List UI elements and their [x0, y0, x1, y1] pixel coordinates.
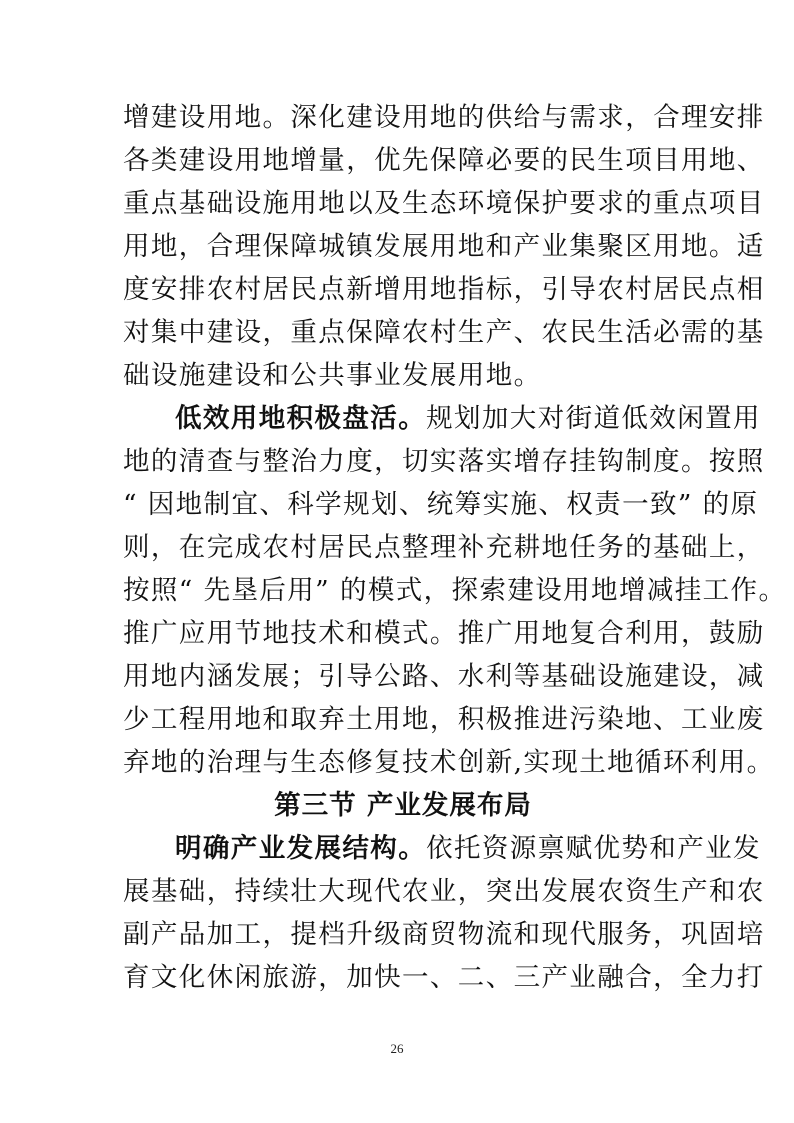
paragraph-lead: 明确产业发展结构。 — [175, 833, 427, 864]
paragraph-text: 依托资源禀赋优势和产业发 — [426, 833, 761, 864]
paragraph-line: 少工程用地和取弃土用地，积极推进污染地、工业废 — [123, 704, 765, 735]
page-number: 26 — [390, 1041, 404, 1056]
paragraph-line: 用地，合理保障城镇发展用地和产业集聚区用地。适 — [123, 231, 765, 262]
paragraph-lead: 低效用地积极盘活。 — [175, 403, 427, 434]
paragraph-line: 重点基础设施用地以及生态环境保护要求的重点项目 — [123, 188, 765, 219]
paragraph-first-line — [175, 831, 761, 867]
paragraph-line: 推广应用节地技术和模式。推广用地复合利用，鼓励 — [123, 618, 765, 649]
paragraph-line: 地的清查与整治力度，切实落实增存挂钩制度。按照 — [123, 446, 765, 477]
paragraph-line: 对集中建设，重点保障农村生产、农民生活必需的基 — [123, 317, 765, 348]
paragraph-line: 副产品加工，提档升级商贸物流和现代服务，巩固培 — [123, 919, 765, 950]
paragraph-line: 度安排农村居民点新增用地指标，引导农村居民点相 — [123, 274, 765, 305]
paragraph-text: 规划加大对街道低效闲置用 — [426, 403, 761, 434]
paragraph-line: 础设施建设和公共事业发展用地。 — [123, 360, 542, 391]
section-heading: 第三节 产业发展布局 — [274, 790, 532, 821]
paragraph-line: 按照“ 先垦后用” 的模式，探索建设用地增减挂工作。 — [123, 575, 787, 606]
paragraph-line: 弃地的治理与生态修复技术创新,实现土地循环利用。 — [123, 747, 775, 778]
paragraph-line: 用地内涵发展；引导公路、水利等基础设施建设，减 — [123, 661, 765, 692]
paragraph-line: 育文化休闲旅游，加快一、二、三产业融合，全力打 — [123, 962, 765, 993]
paragraph-line: 展基础，持续壮大现代农业，突出发展农资生产和农 — [123, 876, 765, 907]
paragraph-line: 则，在完成农村居民点整理补充耕地任务的基础上， — [123, 532, 765, 563]
paragraph-first-line — [175, 401, 761, 437]
paragraph-line: 各类建设用地增量，优先保障必要的民生项目用地、 — [123, 145, 765, 176]
paragraph-line: 增建设用地。深化建设用地的供给与需求，合理安排 — [123, 102, 765, 133]
paragraph-line: “ 因地制宜、科学规划、统筹实施、权责一致” 的原 — [123, 489, 759, 520]
